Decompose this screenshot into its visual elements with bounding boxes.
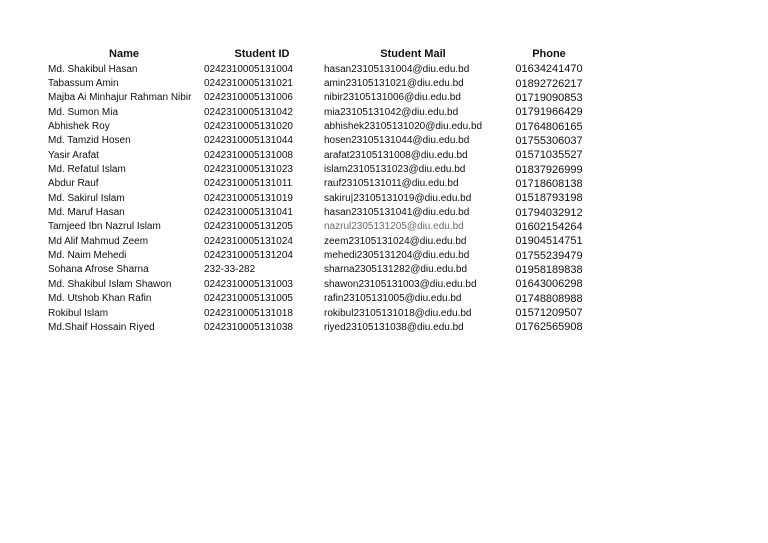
table-row [46,162,594,176]
cell-phone: 01571035527 [515,149,583,162]
cell-student-id: 0242310005131204 [204,250,293,262]
cell-name: Yasir Arafat [48,149,99,161]
cell-name: Abdur Rauf [48,178,99,190]
cell-phone: 01518793198 [515,192,583,205]
cell-student-mail: rafin23105131005@diu.edu.bd [324,293,462,305]
cell-student-id: 0242310005131018 [204,307,293,319]
table-row [46,191,594,205]
cell-student-id: 0242310005131006 [204,92,293,104]
cell-phone: 01719090853 [515,91,583,104]
cell-phone: 01892726217 [515,77,583,90]
table-row [46,292,594,306]
table-row [46,119,594,133]
cell-name: Md. Refatul Islam [48,164,126,176]
cell-student-mail: amin23105131021@diu.edu.bd [324,78,464,90]
cell-student-id: 0242310005131020 [204,121,293,133]
table-row [46,91,594,105]
cell-student-mail: mia23105131042@diu.edu.bd [324,106,459,118]
table-row [46,105,594,119]
cell-phone: 01764806165 [515,120,583,133]
table-body [46,62,594,335]
header-student-mail: Student Mail [380,48,446,60]
cell-student-mail: sharna2305131282@diu.edu.bd [324,264,468,276]
cell-student-mail: riyed23105131038@diu.edu.bd [324,321,464,333]
cell-student-mail: nazrul2305131205@diu.edu.bd [324,221,464,233]
cell-student-id: 0242310005131023 [204,164,293,176]
cell-phone: 01643006298 [515,278,583,291]
cell-student-mail: sakiru|23105131019@diu.edu.bd [324,192,472,204]
cell-name: Md. Maruf Hasan [48,207,125,219]
cell-student-id: 0242310005131021 [204,78,293,90]
cell-student-id: 0242310005131044 [204,135,293,147]
cell-student-id: 0242310005131011 [204,178,293,190]
cell-student-mail: shawon23105131003@diu.edu.bd [324,278,477,290]
cell-phone: 01791966429 [515,106,583,119]
table-row [46,76,594,90]
cell-phone: 01571209507 [515,307,583,320]
cell-phone: 01755306037 [515,134,583,147]
cell-student-mail: abhishek23105131020@diu.edu.bd [324,121,483,133]
cell-student-id: 0242310005131008 [204,149,293,161]
header-row [46,46,594,62]
cell-name: Md. Sakirul Islam [48,192,125,204]
table-row [46,234,594,248]
cell-student-mail: nibir23105131006@diu.edu.bd [324,92,461,104]
cell-phone: 01602154264 [515,220,583,233]
cell-name: Abhishek Roy [48,121,110,133]
cell-phone: 01718608138 [515,177,583,190]
cell-student-mail: arafat23105131008@diu.edu.bd [324,149,468,161]
cell-student-mail: rauf23105131011@diu.edu.bd [324,178,459,190]
cell-student-mail: rokibul23105131018@diu.edu.bd [324,307,472,319]
cell-student-id: 0242310005131019 [204,192,293,204]
cell-phone: 01904514751 [515,235,583,248]
cell-student-id: 0242310005131003 [204,278,293,290]
table-row [46,277,594,291]
cell-name: Sohana Afrose Sharna [48,264,149,276]
cell-name: Tabassum Amin [48,78,119,90]
header-phone: Phone [532,48,566,60]
cell-student-id: 0242310005131005 [204,293,293,305]
cell-phone: 01748808988 [515,292,583,305]
header-name: Name [109,48,139,60]
cell-name: Md. Naim Mehedi [48,250,127,262]
cell-name: Majba Ai Minhajur Rahman Nibir [48,92,192,104]
cell-name: Md. Utshob Khan Rafin [48,293,152,305]
cell-name: Md. Tamzid Hosen [48,135,131,147]
cell-phone: 01634241470 [515,63,583,76]
cell-student-mail: hosen23105131044@diu.edu.bd [324,135,470,147]
cell-name: Tamjeed Ibn Nazrul Islam [48,221,161,233]
cell-student-id: 232-33-282 [204,264,256,276]
cell-student-id: 0242310005131004 [204,63,293,75]
cell-phone: 01755239479 [515,249,583,262]
cell-phone: 01794032912 [515,206,583,219]
cell-name: Rokibul Islam [48,307,109,319]
table-row [46,306,594,320]
cell-student-mail: hasan23105131004@diu.edu.bd [324,63,470,75]
cell-student-id: 0242310005131038 [204,321,293,333]
cell-student-mail: mehedi2305131204@diu.edu.bd [324,250,470,262]
cell-student-mail: zeem23105131024@diu.edu.bd [324,235,467,247]
header-student-id: Student ID [234,48,290,60]
table-row [46,263,594,277]
table-row [46,134,594,148]
table-row [46,62,594,76]
cell-phone: 01958189838 [515,263,583,276]
table-row [46,177,594,191]
cell-phone: 01762565908 [515,321,583,334]
cell-name: Md. Shakibul Islam Shawon [48,278,172,290]
cell-student-mail: hasan23105131041@diu.edu.bd [324,207,470,219]
cell-name: Md. Shakibul Hasan [48,63,138,75]
table-row [46,320,594,334]
table-row [46,248,594,262]
cell-name: Md.Shaif Hossain Riyed [48,321,155,333]
cell-student-id: 0242310005131024 [204,235,293,247]
cell-student-id: 0242310005131041 [204,207,293,219]
cell-name: Md. Sumon Mia [48,106,119,118]
cell-name: Md Alif Mahmud Zeem [48,235,149,247]
table-row [46,205,594,219]
cell-student-id: 0242310005131042 [204,106,293,118]
cell-student-id: 0242310005131205 [204,221,293,233]
cell-student-mail: islam23105131023@diu.edu.bd [324,164,466,176]
table-row [46,148,594,162]
cell-phone: 01837926999 [515,163,583,176]
table-row [46,220,594,234]
student-table [46,46,594,335]
student-sheet [46,46,594,335]
